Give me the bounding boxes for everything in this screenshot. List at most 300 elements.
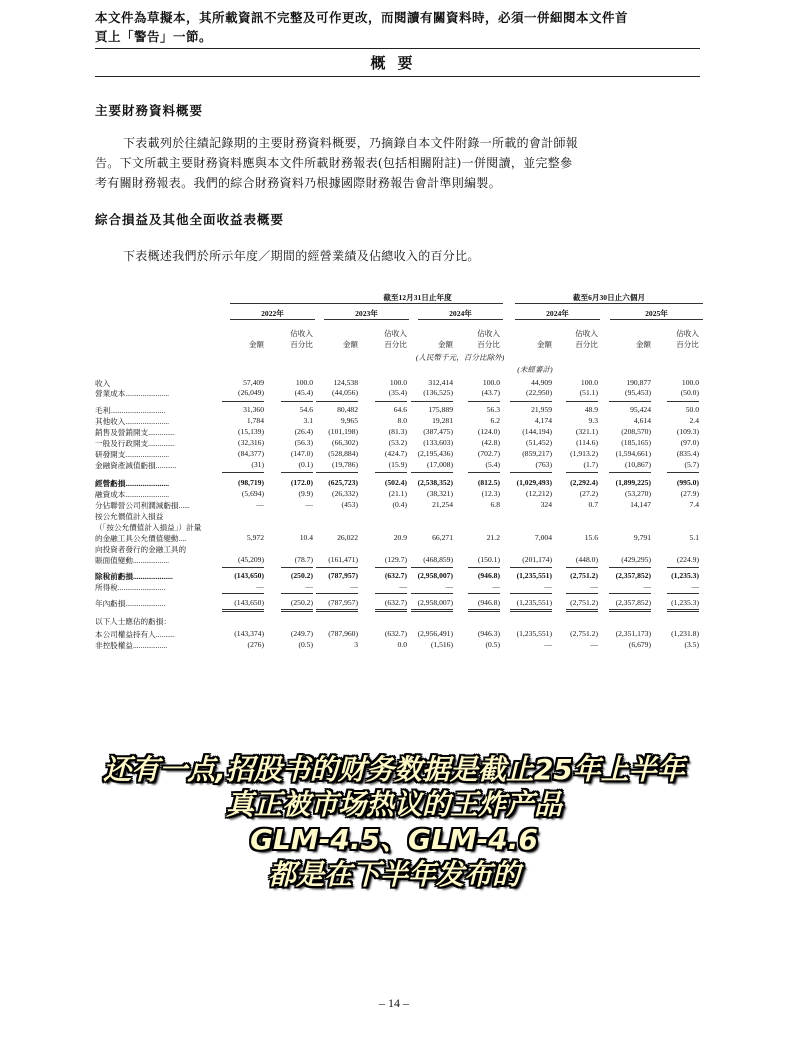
total-rule	[667, 401, 699, 402]
table-cell: (44,056)	[332, 388, 358, 397]
table-cell: (129.7)	[384, 555, 407, 564]
table-cell: (56.3)	[294, 438, 313, 447]
table-cell: —	[445, 582, 453, 591]
table-cell: (98,719)	[238, 478, 264, 487]
table-cell: 64.6	[393, 405, 407, 414]
table-cell: (1,235.3)	[671, 571, 699, 580]
table-cell: (185,165)	[621, 438, 651, 447]
top-rule	[95, 48, 700, 49]
table-cell: 7,004	[534, 533, 552, 542]
table-cell: 14,147	[630, 500, 651, 509]
table-cell: (35.4)	[388, 388, 407, 397]
table-cell: 10.4	[299, 533, 313, 542]
table-cell: (502.4)	[384, 478, 407, 487]
table-cell: 124,538	[333, 378, 358, 387]
period-rule-1	[230, 319, 315, 320]
table-cell: (161,471)	[328, 555, 358, 564]
table-cell: (1,913.2)	[570, 449, 598, 458]
table-cell: (0.5)	[485, 640, 500, 649]
total-rule	[222, 593, 264, 594]
table-cell: 0.0	[397, 640, 407, 649]
table-row	[95, 511, 703, 521]
row-label: 年內虧損.....................	[95, 599, 166, 608]
total-rule	[375, 611, 407, 612]
table-row	[95, 629, 703, 639]
heading-income-statement: 綜合損益及其他全面收益表概要	[95, 212, 285, 227]
total-rule	[510, 472, 552, 473]
table-cell: (78.7)	[294, 555, 313, 564]
table-cell: (2,958,007)	[417, 598, 453, 607]
total-rule	[609, 567, 651, 568]
table-cell: (15.9)	[388, 460, 407, 469]
table-cell: (3.5)	[684, 640, 699, 649]
table-cell: (1,029,493)	[516, 478, 552, 487]
table-row	[95, 405, 703, 415]
table-cell: (5,694)	[241, 489, 264, 498]
total-rule	[222, 401, 264, 402]
paragraph-summary-line2: 告。下文所載主要財務資料應與本文件所載財務報表(包括相關附註)一併閱讀，並完整參	[95, 156, 573, 170]
table-cell: (15,139)	[238, 427, 264, 436]
table-row	[95, 388, 703, 398]
table-cell: (2,956,491)	[417, 629, 453, 638]
table-cell: (208,570)	[621, 427, 651, 436]
period-2024: 2024年	[449, 309, 472, 318]
table-cell: (143,650)	[234, 598, 264, 607]
table-cell: (1.7)	[583, 460, 598, 469]
draft-warning-line2: 頁上「警告」一節。	[95, 29, 213, 44]
table-cell: 95,424	[630, 405, 651, 414]
table-row	[95, 489, 703, 499]
table-cell: (1,594,661)	[615, 449, 651, 458]
table-cell: (45.4)	[294, 388, 313, 397]
table-cell: 31,360	[243, 405, 264, 414]
col-header-amount: 金額	[536, 340, 552, 349]
row-label: 所得稅.........................	[95, 583, 166, 592]
table-cell: —	[305, 500, 313, 509]
total-rule	[566, 567, 598, 568]
col-header-pct: 佔收入	[676, 329, 699, 338]
row-label: （「按公允價值計入損益」）計量	[95, 523, 202, 532]
table-cell: (2,357,852)	[615, 598, 651, 607]
table-cell: (10,867)	[625, 460, 651, 469]
total-rule	[468, 593, 500, 594]
table-cell: 7.4	[689, 500, 699, 509]
table-cell: (22,950)	[526, 388, 552, 397]
row-label: 一般及行政開支..............	[95, 439, 175, 448]
table-cell: (946.8)	[477, 571, 500, 580]
paragraph-summary-line3: 考有關財務報表。我們的綜合財務資料乃根據國際財務報告會計準則編製。	[95, 176, 501, 190]
table-row	[95, 640, 703, 650]
title-rule	[95, 76, 700, 77]
table-cell: 9,965	[340, 416, 358, 425]
col-header-amount: 金額	[437, 340, 453, 349]
table-cell: (0.4)	[392, 500, 407, 509]
total-rule	[375, 593, 407, 594]
table-cell: (81.3)	[388, 427, 407, 436]
period-2023: 2023年	[355, 309, 378, 318]
table-row	[95, 427, 703, 437]
table-cell: (632.7)	[384, 629, 407, 638]
table-row	[95, 571, 703, 581]
table-cell: 44,909	[531, 378, 552, 387]
total-rule	[281, 609, 313, 610]
row-label: 以下人士應佔的虧損：	[95, 617, 171, 626]
table-cell: 21.2	[486, 533, 500, 542]
total-rule	[566, 472, 598, 473]
total-rule	[468, 401, 500, 402]
table-cell: (19,786)	[332, 460, 358, 469]
table-row	[95, 460, 703, 470]
row-label: 銷售及營銷開支..............	[95, 428, 175, 437]
period-h1-2024: 2024年	[546, 309, 569, 318]
table-cell: 100.0	[295, 378, 313, 387]
row-label: 賬面值變動...................	[95, 556, 170, 565]
table-cell: 66,271	[432, 533, 453, 542]
table-cell: 5,972	[246, 533, 264, 542]
table-cell: 54.6	[299, 405, 313, 414]
row-label: 除稅前虧損.....................	[95, 572, 173, 581]
total-rule	[281, 611, 313, 612]
row-label: 研發開支.......................	[95, 450, 170, 459]
row-label: 本公司權益持有人..........	[95, 630, 175, 639]
table-cell: 9.3	[588, 416, 598, 425]
table-cell: 175,889	[428, 405, 453, 414]
table-cell: (249.7)	[290, 629, 313, 638]
col-header-pct: 百分比	[384, 340, 407, 349]
table-cell: 0.7	[588, 500, 598, 509]
table-cell: (468,859)	[423, 555, 453, 564]
group-header-year: 截至12月31日止年度	[383, 293, 452, 302]
total-rule	[667, 611, 699, 612]
table-cell: (787,957)	[328, 571, 358, 580]
table-cell: (2,538,352)	[417, 478, 453, 487]
table-cell: 100.0	[482, 378, 500, 387]
table-cell: —	[399, 582, 407, 591]
table-cell: (946.3)	[477, 629, 500, 638]
table-cell: (66,302)	[332, 438, 358, 447]
table-cell: (2,292.4)	[570, 478, 598, 487]
table-cell: (1,231.8)	[671, 629, 699, 638]
total-rule	[411, 401, 453, 402]
total-rule	[609, 472, 651, 473]
group-header-half: 截至6月30日止六個月	[572, 293, 646, 302]
period-2022: 2022年	[261, 309, 284, 318]
row-label: 分佔聯營公司利潤減虧損......	[95, 501, 190, 510]
total-rule	[375, 567, 407, 568]
table-cell: —	[492, 582, 500, 591]
table-cell: (946.8)	[477, 598, 500, 607]
table-cell: (1,235,551)	[516, 598, 552, 607]
table-cell: 9,791	[633, 533, 651, 542]
table-cell: (250.2)	[290, 571, 313, 580]
table-row	[95, 533, 703, 543]
table-cell: 8.0	[397, 416, 407, 425]
table-cell: (2,195,436)	[417, 449, 453, 458]
table-cell: 100.0	[580, 378, 598, 387]
table-cell: (787,957)	[328, 598, 358, 607]
table-cell: 4,614	[633, 416, 651, 425]
total-rule	[316, 401, 358, 402]
table-cell: (448.0)	[575, 555, 598, 564]
col-header-pct: 百分比	[575, 340, 598, 349]
table-cell: (632.7)	[384, 571, 407, 580]
caption-line4: 都是在下半年发布的	[267, 858, 520, 891]
table-cell: (101,198)	[328, 427, 358, 436]
table-cell: 80,482	[337, 405, 358, 414]
table-cell: —	[590, 582, 598, 591]
total-rule	[411, 609, 453, 610]
table-cell: (32,316)	[238, 438, 264, 447]
table-cell: (1,899,225)	[615, 478, 651, 487]
total-rule	[281, 401, 313, 402]
total-rule	[411, 567, 453, 568]
row-label: 向投資者發行的金融工具的	[95, 545, 187, 554]
period-rule-2	[324, 319, 409, 320]
table-cell: (1,235,551)	[516, 629, 552, 638]
table-cell: —	[256, 582, 264, 591]
col-header-amount: 金額	[635, 340, 651, 349]
table-cell: (528,884)	[328, 449, 358, 458]
table-cell: —	[256, 500, 264, 509]
table-cell: 5.1	[689, 533, 699, 542]
total-rule	[566, 611, 598, 612]
table-cell: 4,174	[534, 416, 552, 425]
table-cell: (27.2)	[579, 489, 598, 498]
table-row	[95, 555, 703, 565]
table-cell: (38,321)	[427, 489, 453, 498]
total-rule	[281, 472, 313, 473]
draft-warning-line1: 本文件為草擬本，其所載資訊不完整及可作更改，而閱讀有關資料時，必須一併細閱本文件首	[95, 10, 629, 25]
table-row	[95, 500, 703, 510]
table-cell: (27.9)	[680, 489, 699, 498]
total-rule	[316, 609, 358, 610]
col-header-pct: 百分比	[676, 340, 699, 349]
table-cell: (172.0)	[290, 478, 313, 487]
table-cell: (143,374)	[234, 629, 264, 638]
table-cell: 21,254	[432, 500, 453, 509]
table-cell: —	[544, 582, 552, 591]
table-cell: 100.0	[681, 378, 699, 387]
table-cell: (201,174)	[522, 555, 552, 564]
table-cell: 6.2	[490, 416, 500, 425]
row-label: 其他收入.......................	[95, 417, 170, 426]
table-cell: (429,295)	[621, 555, 651, 564]
group-rule-half	[515, 303, 703, 304]
total-rule	[667, 593, 699, 594]
table-cell: (84,377)	[238, 449, 264, 458]
table-cell: (150.1)	[477, 555, 500, 564]
total-rule	[510, 593, 552, 594]
total-rule	[510, 609, 552, 610]
total-rule	[468, 567, 500, 568]
total-rule	[222, 472, 264, 473]
table-cell: —	[544, 640, 552, 649]
table-cell: (702.7)	[477, 449, 500, 458]
table-cell: (133,603)	[423, 438, 453, 447]
table-cell: 48.9	[584, 405, 598, 414]
table-cell: (12,212)	[526, 489, 552, 498]
total-rule	[609, 401, 651, 402]
total-rule	[566, 609, 598, 610]
period-rule-3	[418, 319, 503, 320]
col-header-pct: 佔收入	[384, 329, 407, 338]
section-title: 概要	[370, 54, 425, 72]
caption-line2: 真正被市场热议的王炸产品	[225, 788, 562, 821]
table-cell: (0.1)	[298, 460, 313, 469]
row-label: 非控股權益..................	[95, 641, 168, 650]
paragraph-table-intro-text: 下表概述我們於所示年度／期間的經營業績及佔總收入的百分比。	[123, 249, 480, 263]
table-cell: (787,960)	[328, 629, 358, 638]
col-header-pct: 佔收入	[290, 329, 313, 338]
table-cell: (1,516)	[430, 640, 453, 649]
paragraph-table-intro	[95, 246, 703, 266]
total-rule	[609, 609, 651, 610]
draft-warning	[95, 8, 705, 46]
total-rule	[222, 567, 264, 568]
total-rule	[609, 611, 651, 612]
total-rule	[375, 609, 407, 610]
table-cell: (53.2)	[388, 438, 407, 447]
table-row	[95, 544, 703, 554]
table-cell: (2,958,007)	[417, 571, 453, 580]
row-label: 經營虧損.......................	[95, 479, 170, 488]
group-rule-year	[230, 303, 503, 304]
table-cell: (835.4)	[676, 449, 699, 458]
table-cell: (2,751.2)	[570, 629, 598, 638]
table-cell: 324	[540, 500, 552, 509]
table-cell: (9.9)	[298, 489, 313, 498]
table-cell: (321.1)	[575, 427, 598, 436]
table-cell: 6.8	[490, 500, 500, 509]
table-cell: (17,008)	[427, 460, 453, 469]
total-rule	[468, 472, 500, 473]
table-cell: (95,453)	[625, 388, 651, 397]
unaudited-note: (未經審計)	[517, 365, 553, 374]
total-rule	[222, 611, 264, 612]
table-cell: (109.3)	[676, 427, 699, 436]
period-rule-5	[610, 319, 703, 320]
table-cell: (2,751.2)	[570, 598, 598, 607]
row-label: 按公允價值計入損益	[95, 512, 164, 521]
total-rule	[566, 401, 598, 402]
paragraph-summary	[95, 133, 703, 193]
row-label: 營業成本.......................	[95, 389, 170, 398]
table-cell: (2,351,173)	[615, 629, 651, 638]
total-rule	[375, 401, 407, 402]
table-cell: (21.1)	[388, 489, 407, 498]
unit-note: (人民幣千元，百分比除外)	[415, 353, 505, 362]
col-header-amount: 金額	[248, 340, 264, 349]
col-header-pct: 佔收入	[575, 329, 598, 338]
table-cell: (53,270)	[625, 489, 651, 498]
total-rule	[468, 611, 500, 612]
total-rule	[316, 593, 358, 594]
table-cell: —	[643, 582, 651, 591]
table-cell: (632.7)	[384, 598, 407, 607]
table-cell: —	[305, 582, 313, 591]
table-cell: (31)	[251, 460, 264, 469]
table-cell: —	[691, 582, 699, 591]
table-cell: 190,877	[626, 378, 651, 387]
table-cell: (387,475)	[423, 427, 453, 436]
caption-line1: 还有一点,招股书的财务数据是截止25年上半年	[103, 753, 685, 786]
table-cell: (2,357,852)	[615, 571, 651, 580]
col-header-pct: 百分比	[290, 340, 313, 349]
col-header-pct: 百分比	[477, 340, 500, 349]
table-cell: (424.7)	[384, 449, 407, 458]
table-cell: (1,235.3)	[671, 598, 699, 607]
table-cell: (995.0)	[676, 478, 699, 487]
table-cell: (276)	[247, 640, 264, 649]
table-cell: (12.3)	[481, 489, 500, 498]
table-cell: (45,209)	[238, 555, 264, 564]
table-cell: (763)	[535, 460, 552, 469]
total-rule	[510, 567, 552, 568]
paragraph-summary-line1: 下表載列於往績記錄期的主要財務資料概要，乃摘錄自本文件附錄一所載的會計師報	[123, 136, 579, 150]
total-rule	[411, 593, 453, 594]
table-cell: 3.1	[303, 416, 313, 425]
table-cell: (114.6)	[576, 438, 598, 447]
table-cell: —	[350, 582, 358, 591]
table-cell: (5.4)	[485, 460, 500, 469]
table-row	[95, 416, 703, 426]
total-rule	[222, 609, 264, 610]
caption-line3: GLM-4.5、GLM-4.6	[250, 823, 538, 856]
table-row	[95, 598, 703, 608]
total-rule	[667, 567, 699, 568]
table-cell: (5.7)	[684, 460, 699, 469]
table-cell: (50.0)	[680, 388, 699, 397]
table-row	[95, 582, 703, 592]
row-label: 毛利.............................	[95, 406, 166, 415]
table-cell: 15.6	[584, 533, 598, 542]
period-rule-4	[515, 319, 600, 320]
table-cell: (97.0)	[680, 438, 699, 447]
table-cell: (453)	[341, 500, 358, 509]
total-rule	[468, 609, 500, 610]
table-cell: (42.8)	[481, 438, 500, 447]
row-label: 的金融工具公允價值變動....	[95, 534, 187, 543]
total-rule	[667, 472, 699, 473]
table-row	[95, 378, 703, 388]
table-cell: (124.0)	[477, 427, 500, 436]
table-cell: (2,751.2)	[570, 571, 598, 580]
total-rule	[566, 593, 598, 594]
table-cell: (625,723)	[328, 478, 358, 487]
table-cell: 3	[354, 640, 358, 649]
total-rule	[510, 401, 552, 402]
table-cell: 19,281	[432, 416, 453, 425]
col-header-pct: 佔收入	[477, 329, 500, 338]
page-number: – 14 –	[379, 996, 409, 1010]
table-cell: 26,022	[337, 533, 358, 542]
table-cell: (51,452)	[526, 438, 552, 447]
table-cell: 100.0	[389, 378, 407, 387]
col-header-amount: 金額	[342, 340, 358, 349]
total-rule	[667, 609, 699, 610]
table-cell: (6,679)	[628, 640, 651, 649]
table-row	[95, 438, 703, 448]
table-cell: (250.2)	[290, 598, 313, 607]
total-rule	[510, 611, 552, 612]
table-cell: (51.1)	[579, 388, 598, 397]
table-cell: 56.3	[486, 405, 500, 414]
total-rule	[411, 611, 453, 612]
table-cell: (859,217)	[522, 449, 552, 458]
period-h1-2025: 2025年	[645, 309, 668, 318]
table-cell: (0.5)	[298, 640, 313, 649]
total-rule	[375, 472, 407, 473]
